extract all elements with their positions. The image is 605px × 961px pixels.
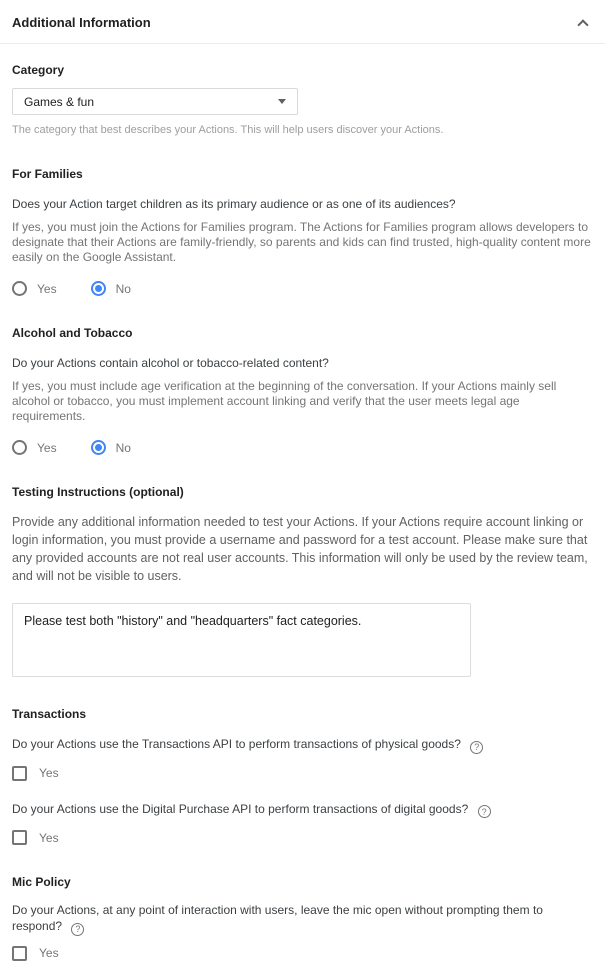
checkbox-label: Yes <box>39 830 59 845</box>
radio-icon[interactable] <box>91 440 106 455</box>
mic-policy-checkbox-row[interactable] <box>12 946 593 961</box>
for-families-radio-group <box>12 281 593 296</box>
mic-policy-checkbox[interactable] <box>12 946 27 961</box>
checkbox-label: Yes <box>39 766 59 780</box>
radio-label: No <box>115 440 131 455</box>
collapse-chevron-icon[interactable] <box>577 19 588 30</box>
alcohol-tobacco-section <box>12 326 593 455</box>
dropdown-arrow-icon <box>278 99 286 104</box>
category-select-value: Games & fun <box>24 94 95 109</box>
transactions-section <box>12 707 593 845</box>
mic-policy-question <box>12 902 590 936</box>
transactions-title: Transactions <box>12 707 87 721</box>
alcohol-tobacco-radio-no[interactable] <box>91 440 131 455</box>
category-select[interactable] <box>12 88 298 115</box>
transactions-physical-question <box>12 736 593 754</box>
question-text: Do your Actions use the Transactions API to perform transactions of physical goods? <box>12 737 461 751</box>
alcohol-tobacco-radio-yes[interactable] <box>12 440 57 455</box>
radio-icon[interactable] <box>12 281 27 296</box>
category-help-text: The category that best describes your Actions. This will help users discover your Actions. <box>12 124 444 136</box>
transactions-digital-checkbox[interactable] <box>12 830 27 845</box>
transactions-physical-checkbox[interactable] <box>12 766 27 781</box>
category-section <box>12 63 593 137</box>
question-text: Do your Actions use the Digital Purchase API to perform transactions of digital goods? <box>12 801 469 816</box>
radio-label: Yes <box>37 281 57 296</box>
testing-instructions-section <box>12 485 593 677</box>
alcohol-tobacco-question: Do your Actions contain alcohol or tobacco-related content? <box>12 356 329 370</box>
alcohol-tobacco-title: Alcohol and Tobacco <box>12 326 133 340</box>
mic-policy-title: Mic Policy <box>12 875 71 889</box>
transactions-digital-checkbox-row[interactable] <box>12 830 593 845</box>
transactions-physical-checkbox-row[interactable] <box>12 766 593 781</box>
testing-instructions-description: Provide any additional information needed to test your Actions. If your Actions require account linking or login information, you must provide a username and password for a test account. Please make sure that any provided accounts are not real user accounts. This information will only be used by the review team, and will not be visible to users. <box>12 515 588 583</box>
testing-instructions-textarea[interactable] <box>12 603 471 677</box>
for-families-question: Does your Action target children as its primary audience or as one of its audiences? <box>12 197 456 211</box>
help-icon[interactable] <box>478 805 491 818</box>
help-icon[interactable] <box>470 741 483 754</box>
transactions-digital-question <box>12 801 593 819</box>
for-families-title: For Families <box>12 167 83 181</box>
alcohol-tobacco-radio-group <box>12 440 593 455</box>
panel-header[interactable] <box>0 0 605 44</box>
radio-label: No <box>115 281 131 296</box>
mic-policy-section <box>12 875 593 961</box>
radio-icon[interactable] <box>12 440 27 455</box>
for-families-section <box>12 167 593 296</box>
panel-content <box>0 63 605 961</box>
alcohol-tobacco-help-text: If yes, you must include age verification at the beginning of the conversation. If your Actions mainly sell alcohol or tobacco, you must implement account linking and verify that the user meets legal age requirements. <box>12 379 557 423</box>
question-text: Do your Actions, at any point of interaction with users, leave the mic open without prompting them to respond? <box>12 903 543 933</box>
testing-instructions-title: Testing Instructions (optional) <box>12 485 184 499</box>
radio-icon[interactable] <box>91 281 106 296</box>
category-label: Category <box>12 63 65 77</box>
help-icon[interactable] <box>71 923 84 936</box>
panel-title: Additional Information <box>12 15 151 30</box>
radio-label: Yes <box>37 440 57 455</box>
for-families-radio-no[interactable] <box>91 281 131 296</box>
for-families-radio-yes[interactable] <box>12 281 57 296</box>
checkbox-label: Yes <box>39 946 59 960</box>
for-families-help-text: If yes, you must join the Actions for Families program. The Actions for Families program allows developers to designate that their Actions are family-friendly, so parents and kids can find trusted, high-quality content more easily on the Google Assistant. <box>12 220 591 264</box>
